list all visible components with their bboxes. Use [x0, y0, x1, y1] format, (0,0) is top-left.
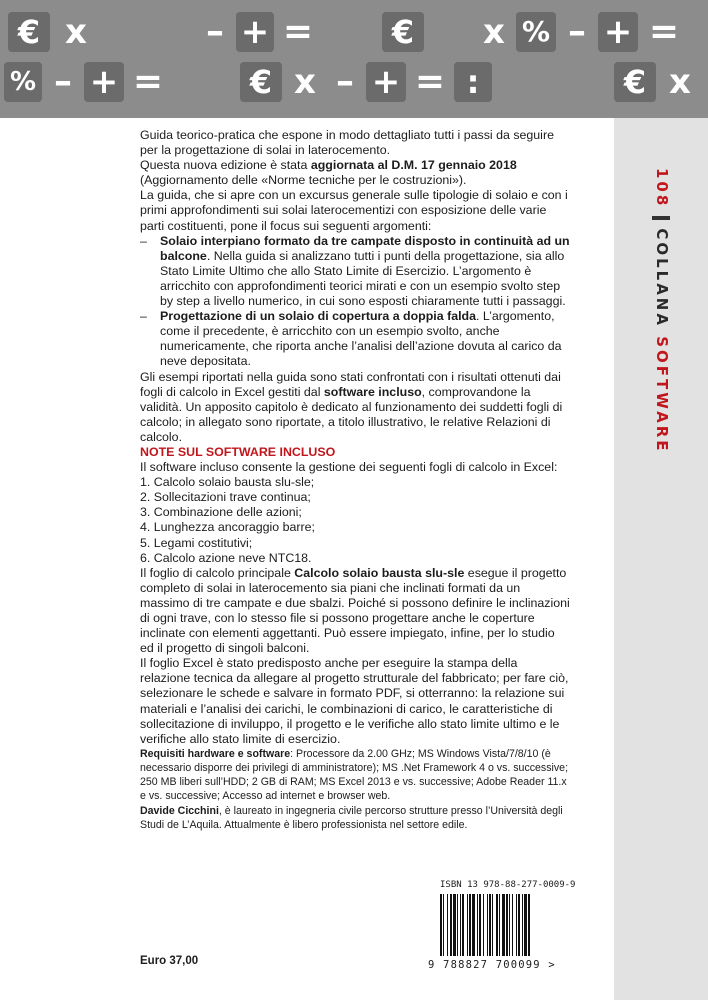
percent-symbol-tile: %: [4, 62, 42, 102]
plus-symbol-tile: +: [598, 12, 638, 52]
times-symbol: x: [483, 12, 505, 52]
price-label: Euro 37,00: [140, 955, 199, 967]
minus-symbol: –: [206, 11, 224, 52]
barcode-bar: [457, 894, 458, 956]
barcode-digits: 9 788827 700099 >: [428, 959, 556, 971]
topic-item: [140, 234, 570, 309]
times-symbol: x: [669, 62, 691, 102]
minus-symbol: –: [568, 11, 586, 52]
euro-symbol-tile: €: [8, 12, 50, 52]
sheet-item: 2. Sollecitazioni trave continua;: [140, 490, 311, 505]
notes-intro: Il software incluso consente la gestione dei seguenti fogli di calcolo in Excel:: [140, 460, 558, 475]
sheet-item: 1. Calcolo solaio bausta slu-sle;: [140, 475, 315, 490]
euro-symbol-tile: €: [614, 62, 656, 102]
print-paragraph: Il foglio Excel è stato predisposto anche per eseguire la stampa della relazione tecnica da allegare al progetto strutturale del fabbricato; per fare ciò, selezionare le schede e salvare in formato PDF, si otterranno: la relazione sui materiali e l’analisi dei carichi, le combinazioni di carico, le caratteristiche di sollecitazione di inviluppo, il progetto e le verifiche allo stato limite ultimo e le verifiche allo stato limite di esercizio.: [140, 656, 569, 746]
barcode-bar: [522, 894, 523, 956]
barcode-bar: [462, 894, 464, 956]
percent-symbol-tile: %: [516, 12, 556, 52]
author-name: Davide Cicchini: [140, 804, 219, 817]
plus-symbol-tile: +: [84, 62, 124, 102]
guide-paragraph: La guida, che si apre con un excursus generale sulle tipologie di solaio e con i primi approfondimenti sui solai laterocementizi con esposizione delle varie parti costituenti, pone il focus sui seguenti argomenti:: [140, 188, 568, 233]
barcode-bar: [506, 894, 508, 956]
euro-symbol-tile: €: [240, 62, 282, 102]
series-spine-label: [652, 168, 672, 454]
sheet-item: 5. Legami costitutivi;: [140, 535, 253, 550]
topic-title: Solaio interpiano formato da tre campate disposto in continuità ad un balcone: [160, 233, 570, 263]
requirements-paragraph: Requisiti hardware e software: Processore da 2.00 GHz; MS Windows Vista/7/8/10 (è necessario disporre dei privilegi di amministratore); MS .Net Framework 4 o vs. successive; 250 MB liberi sull’HDD; 2 GB di RAM; MS Excel 2013 e vs. successive; Adobe Reader 11.x e vs. successive; Accesso ad internet e browser web.: [140, 747, 569, 803]
notes-heading: NOTE SUL SOFTWARE INCLUSO: [140, 444, 336, 459]
series-software: SOFTWARE: [653, 336, 671, 454]
barcode-bar: [460, 894, 461, 956]
barcode-bar: [450, 894, 452, 956]
spine-divider: [653, 216, 671, 220]
barcode-bar: [479, 894, 481, 956]
euro-symbol-tile: €: [382, 12, 424, 52]
barcode-bar: [524, 894, 527, 956]
bullet-dash: –: [140, 233, 147, 248]
sheet-item: 3. Combinazione delle azioni;: [140, 505, 302, 520]
barcode-bar: [447, 894, 448, 956]
barcode-bar: [453, 894, 456, 956]
barcode-bar: [483, 894, 484, 956]
edition-paragraph: Questa nuova edizione è stata aggiornata al D.M. 17 gennaio 2018 (Aggiornamento delle «Norme tecniche per le costruzioni»).: [140, 158, 517, 188]
barcode-bar: [492, 894, 493, 956]
equals-symbol: =: [282, 11, 314, 52]
equals-symbol: =: [648, 11, 680, 52]
isbn-label: ISBN 13 978-88-277-0009-9: [440, 880, 576, 890]
barcode-bar: [512, 894, 513, 956]
plus-symbol-tile: +: [366, 62, 406, 102]
minus-symbol: –: [54, 61, 72, 102]
sheet-item: 4. Lunghezza ancoraggio barre;: [140, 520, 315, 535]
author-paragraph: Davide Cicchini, è laureato in ingegneria civile percorso strutture presso l’Università degli Studi de L’Aquila. Attualmente è libero professionista nel settore edile.: [140, 804, 563, 831]
intro-paragraph: Guida teorico-pratica che espone in modo dettagliato tutti i passi da seguire per la progettazione di solai in laterocemento.: [140, 128, 554, 158]
plus-symbol-tile: +: [236, 12, 274, 52]
topic-item: [140, 309, 570, 369]
requirements-label: Requisiti hardware e software: [140, 747, 291, 760]
series-number: 108: [653, 168, 671, 209]
topic-text: . L’argomento, come il precedente, è arricchito con un esempio svolto, anche numericamente, che riporta anche l’analisi dell’azione dovuta al carico da neve depositata.: [160, 309, 562, 369]
barcode-bar: [528, 894, 530, 956]
software-highlight: software incluso: [323, 384, 422, 399]
edition-highlight: aggiornata al D.M. 17 gennaio 2018: [310, 158, 517, 173]
sheet-item: 6. Calcolo azione neve NTC18.: [140, 550, 312, 565]
barcode-image: [438, 894, 558, 956]
times-symbol: x: [65, 12, 87, 52]
barcode-bar: [489, 894, 491, 956]
main-sheet-name: Calcolo solaio bausta slu-sle: [294, 565, 465, 580]
topic-text: . Nella guida si analizzano tutti i punti della progettazione, sia allo Stato Limite Ultimo che allo Stato Limite di Esercizio. L’argomento è arricchito con approfondimenti teorici mirati e con un esempio svolto step by step a livello numerico, in cui sono esposti chiaramente tutti i passaggi.: [160, 248, 566, 309]
barcode-bar: [516, 894, 517, 956]
main-sheet-paragraph: Il foglio di calcolo principale Calcolo solaio bausta slu-sle esegue il progetto completo di solai in laterocemento sia piani che inclinati formati da un massimo di tre campate e due sbalzi. Poiché si possono definire le inclinazioni di ogni trave, con lo stesso file si possono progettare anche le coperture inclinate con elementi aggettanti. Può essere impiegato, infine, per lo studio ed il progetto di singoli balconi.: [140, 565, 570, 656]
divide-symbol-tile: :: [454, 62, 492, 102]
bullet-dash: –: [140, 309, 147, 324]
barcode-bar: [502, 894, 505, 956]
minus-symbol: –: [336, 61, 354, 102]
series-collana: COLLANA: [653, 228, 671, 328]
back-cover-text: [140, 128, 570, 832]
barcode-bar: [509, 894, 510, 956]
barcode-bar: [440, 894, 442, 956]
barcode-bar: [518, 894, 520, 956]
barcode-bar: [469, 894, 471, 956]
examples-paragraph: Gli esempi riportati nella guida sono stati confrontati con i risultati ottenuti dai fogli di calcolo in Excel gestiti dal software incluso, comprovandone la validità. Un apposito capitolo è dedicato al funzionamento dei suddetti fogli di calcolo; in allegato sono riportate, a titolo illustrativo, le relative Relazioni di calcolo.: [140, 369, 563, 444]
times-symbol: x: [294, 62, 316, 102]
barcode-bar: [467, 894, 468, 956]
barcode-bar: [472, 894, 475, 956]
equals-symbol: =: [132, 61, 164, 102]
symbol-banner: [0, 0, 708, 118]
barcode-bar: [499, 894, 500, 956]
barcode-bar: [477, 894, 478, 956]
topic-title: Progettazione di un solaio di copertura a doppia falda: [160, 309, 476, 324]
equals-symbol: =: [414, 61, 446, 102]
barcode-bar: [487, 894, 488, 956]
barcode-bar: [496, 894, 498, 956]
barcode-bar: [443, 894, 444, 956]
